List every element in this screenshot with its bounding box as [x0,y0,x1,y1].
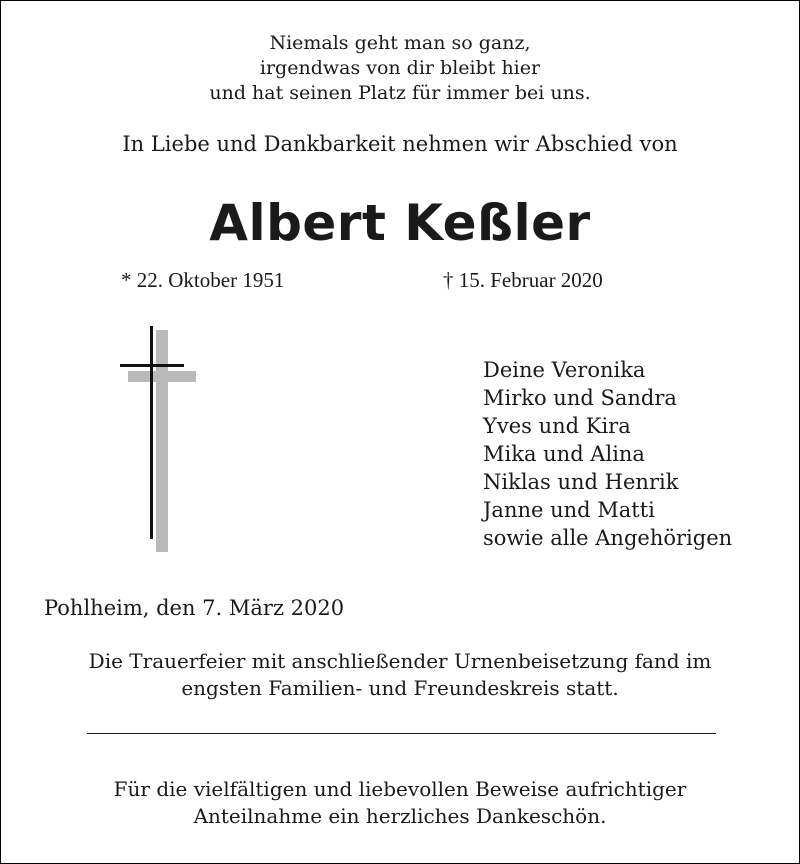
relatives-list [483,356,732,552]
list-item: Mika und Alina [483,442,645,466]
poem [0,31,800,106]
funeral-line: engsten Familien- und Freundeskreis statt. [181,676,619,700]
list-item: Mirko und Sandra [483,386,677,410]
thanks-line: Für die vielfältigen und liebevollen Beweise aufrichtiger [113,777,687,801]
list-item: Janne und Matti [483,498,655,522]
place-date: Pohlheim, den 7. März 2020 [44,596,345,620]
list-item: sowie alle Angehörigen [483,526,733,550]
list-item: Niklas und Henrik [483,470,679,494]
birth-date: * 22. Oktober 1951 [121,268,285,292]
thanks-note [0,776,800,830]
poem-line: Niemals geht man so ganz, [269,32,531,54]
death-date: † 15. Februar 2020 [443,268,603,292]
cross-icon [118,322,200,554]
thanks-line: Anteilnahme ein herzliches Dankeschön. [193,804,607,828]
deceased-name: Albert Keßler [209,194,591,252]
divider [87,733,716,734]
list-item: Deine Veronika [483,358,646,382]
intro-text: In Liebe und Dankbarkeit nehmen wir Abschied von [122,132,678,156]
list-item: Yves und Kira [483,414,631,438]
funeral-note [0,648,800,702]
poem-line: und hat seinen Platz für immer bei uns. [209,82,591,104]
poem-line: irgendwas von dir bleibt hier [259,57,541,79]
funeral-line: Die Trauerfeier mit anschließender Urnenbeisetzung fand im [88,649,712,673]
